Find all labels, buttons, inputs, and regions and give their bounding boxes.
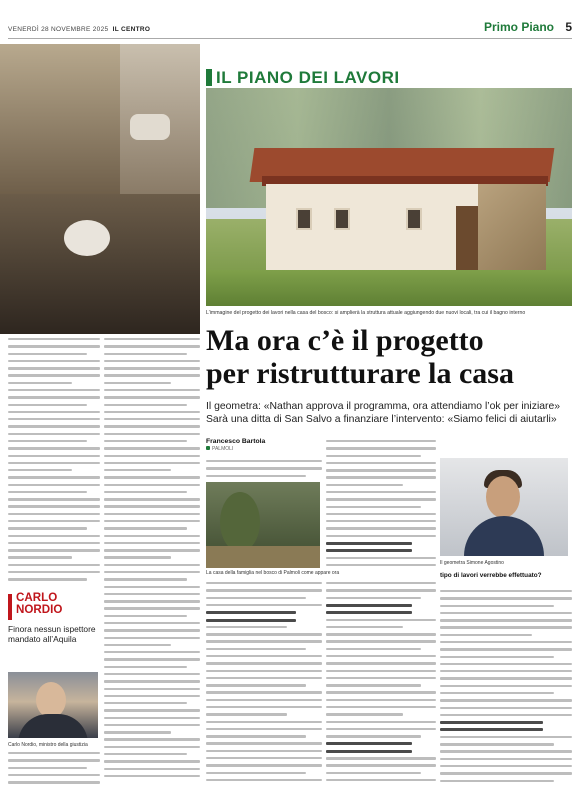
project-rendering-photo <box>206 88 572 306</box>
text-line <box>326 520 436 522</box>
text-line <box>326 589 436 591</box>
text-line <box>8 527 87 529</box>
text-line <box>440 597 572 599</box>
text-line <box>8 767 87 769</box>
text-line <box>326 691 436 693</box>
text-line <box>8 338 100 340</box>
text-line <box>8 571 100 573</box>
text-line <box>206 633 322 635</box>
nordio-photo-caption: Carlo Nordio, ministro della giustizia <box>8 742 88 748</box>
text-line <box>440 677 572 679</box>
date-text: VENERDÌ 28 NOVEMBRE 2025 <box>8 26 109 33</box>
text-line <box>206 706 322 708</box>
body-column-mid-2b <box>326 582 436 792</box>
text-line <box>326 721 436 723</box>
text-line <box>8 418 100 420</box>
text-line <box>440 780 554 782</box>
text-line <box>104 564 200 566</box>
main-photo-caption: L’immagine del progetto dei lavori nella casa del bosco: si amplierà la struttura attuale aggiungendo due nuovi locali, tra cui il bagno interno <box>206 310 526 316</box>
text-line <box>326 648 421 650</box>
body-column-left-2-top <box>104 590 200 790</box>
text-line <box>104 382 171 384</box>
text-line <box>206 684 306 686</box>
text-line <box>206 589 322 591</box>
text-line <box>8 752 100 754</box>
text-line <box>104 586 200 588</box>
text-line <box>8 411 100 413</box>
text-line <box>440 634 532 636</box>
text-line <box>104 345 200 347</box>
text-line <box>206 670 322 672</box>
text-line <box>206 604 322 606</box>
subheading-line <box>326 604 412 607</box>
subheading-line <box>326 750 412 753</box>
window <box>296 208 312 230</box>
qa-question: tipo di lavori verrebbe effettuato? <box>440 572 542 579</box>
text-line <box>206 475 306 477</box>
text-line <box>8 367 100 369</box>
dateline <box>8 26 150 33</box>
text-line <box>206 691 322 693</box>
text-line <box>206 764 322 766</box>
text-line <box>326 506 421 508</box>
door <box>456 206 478 270</box>
text-line <box>326 764 436 766</box>
text-line <box>326 527 436 529</box>
nordio-portrait-photo <box>8 672 98 738</box>
text-line <box>440 648 572 650</box>
text-line <box>8 389 100 391</box>
text-line <box>326 597 421 599</box>
geometra-caption: Il geometra Simone Agostino <box>440 560 504 566</box>
location-text: PALMOLI <box>212 446 234 452</box>
headline-line-2: per ristrutturare la casa <box>206 357 514 390</box>
text-line <box>8 447 100 449</box>
location-pin-icon <box>206 446 210 450</box>
text-line <box>8 549 100 551</box>
text-line <box>104 505 200 507</box>
text-line <box>326 677 436 679</box>
header-rule <box>8 38 572 39</box>
text-line <box>440 699 572 701</box>
text-line <box>206 677 322 679</box>
text-line <box>440 641 572 643</box>
text-line <box>440 656 554 658</box>
text-line <box>104 353 187 355</box>
sidebar-nordio <box>8 592 98 644</box>
body-column-left-3 <box>8 752 100 792</box>
text-line <box>104 542 200 544</box>
text-line <box>326 582 436 584</box>
subheading-line <box>206 611 296 614</box>
text-line <box>8 759 100 761</box>
text-line <box>8 535 100 537</box>
section-label: Primo Piano <box>483 20 554 34</box>
text-line <box>104 520 200 522</box>
text-line <box>326 484 403 486</box>
text-line <box>326 779 436 781</box>
text-line <box>326 699 436 701</box>
text-line <box>8 404 87 406</box>
text-line <box>326 447 436 449</box>
text-line <box>206 467 322 469</box>
text-line <box>326 713 403 715</box>
text-line <box>206 750 322 752</box>
text-line <box>440 765 572 767</box>
text-line <box>326 440 436 442</box>
text-line <box>206 626 287 628</box>
text-line <box>104 396 200 398</box>
paper-name: IL CENTRO <box>112 26 151 33</box>
text-line <box>440 736 572 738</box>
text-line <box>8 513 100 515</box>
body-column-mid-1b <box>206 582 322 792</box>
text-line <box>440 714 572 716</box>
text-line <box>104 513 200 515</box>
text-line <box>326 706 436 708</box>
text-line <box>8 476 100 478</box>
text-line <box>8 360 100 362</box>
text-line <box>104 498 200 500</box>
text-line <box>206 728 322 730</box>
text-line <box>440 663 572 665</box>
text-line <box>8 425 100 427</box>
text-line <box>206 757 322 759</box>
text-line <box>104 578 187 580</box>
text-line <box>326 670 436 672</box>
text-line <box>8 505 100 507</box>
text-line <box>8 498 100 500</box>
text-line <box>104 469 171 471</box>
subheading-line <box>206 619 296 622</box>
text-line <box>440 758 572 760</box>
text-line <box>104 571 200 573</box>
text-line <box>8 564 100 566</box>
subhead: Il geometra: «Nathan approva il programma, ora attendiamo l’ok per iniziare» Sarà una ditta di San Salvo a finanziare l’intervento: «Siamo felici di aiutarli» <box>206 401 561 425</box>
window <box>406 208 422 230</box>
headline-line-1: Ma ora c’è il progetto <box>206 324 484 357</box>
text-line <box>326 772 421 774</box>
text-line <box>104 418 200 420</box>
text-line <box>104 447 200 449</box>
section-banner <box>206 66 572 88</box>
text-line <box>206 779 322 781</box>
window <box>334 208 350 230</box>
text-line <box>8 462 100 464</box>
text-line <box>104 367 200 369</box>
author-name: Francesco Bartola <box>206 438 266 445</box>
sidebar-accent <box>8 594 12 620</box>
text-line <box>104 433 200 435</box>
text-line <box>8 455 100 457</box>
text-line <box>104 440 187 442</box>
body-column-mid-1 <box>206 460 322 482</box>
text-line <box>326 462 436 464</box>
text-line <box>326 728 436 730</box>
text-line <box>104 338 200 340</box>
text-line <box>8 345 100 347</box>
text-line <box>326 757 436 759</box>
text-line <box>8 433 100 435</box>
text-line <box>326 498 436 500</box>
text-line <box>440 743 554 745</box>
text-line <box>326 684 421 686</box>
text-line <box>326 633 436 635</box>
text-line <box>326 662 436 664</box>
subheading-line <box>326 549 412 552</box>
text-line <box>206 713 287 715</box>
text-line <box>8 469 72 471</box>
text-line <box>104 535 200 537</box>
text-line <box>326 469 436 471</box>
text-line <box>104 549 200 551</box>
byline <box>206 438 336 452</box>
subheading-line <box>326 542 412 545</box>
text-line <box>206 772 306 774</box>
toilet-shape <box>64 220 110 256</box>
text-line <box>326 455 421 457</box>
text-line <box>440 670 572 672</box>
text-line <box>104 389 200 391</box>
text-line <box>8 353 87 355</box>
subheading-line <box>440 721 543 724</box>
text-line <box>104 527 187 529</box>
text-line <box>104 484 200 486</box>
text-line <box>326 735 421 737</box>
text-line <box>326 655 436 657</box>
text-line <box>326 564 436 566</box>
body-column-left-1 <box>8 338 100 588</box>
text-line <box>8 484 100 486</box>
text-line <box>104 425 200 427</box>
text-line <box>440 590 572 592</box>
text-line <box>8 556 72 558</box>
subheading-line <box>326 742 412 745</box>
text-line <box>440 692 554 694</box>
text-line <box>206 699 322 701</box>
text-line <box>440 619 572 621</box>
banner-accent <box>206 69 212 86</box>
text-line <box>206 742 322 744</box>
text-line <box>206 582 322 584</box>
current-house-photo <box>206 482 320 568</box>
text-line <box>326 619 436 621</box>
subheading-line <box>440 728 543 731</box>
text-line <box>326 626 403 628</box>
interior-photo-collage <box>0 44 200 334</box>
text-line <box>326 513 436 515</box>
text-line <box>104 462 200 464</box>
sidebar-title: CARLO NORDIO <box>16 591 63 616</box>
text-line <box>206 655 322 657</box>
geometra-portrait-photo <box>440 458 568 556</box>
headline <box>206 324 576 390</box>
text-line <box>440 612 572 614</box>
text-line <box>8 520 100 522</box>
text-line <box>440 605 554 607</box>
page-number: 5 <box>565 20 572 34</box>
text-line <box>206 597 306 599</box>
text-line <box>8 774 100 776</box>
banner-label: IL PIANO DEI LAVORI <box>216 68 400 87</box>
text-line <box>8 578 87 580</box>
text-line <box>8 491 87 493</box>
text-line <box>104 556 171 558</box>
subheading-line <box>326 611 412 614</box>
text-line <box>104 455 200 457</box>
text-line <box>326 557 436 559</box>
text-line <box>440 772 572 774</box>
text-line <box>206 735 306 737</box>
text-line <box>440 685 572 687</box>
text-line <box>326 640 436 642</box>
text-line <box>104 491 187 493</box>
text-line <box>8 781 100 783</box>
text-line <box>440 750 572 752</box>
text-line <box>440 626 572 628</box>
text-line <box>326 476 436 478</box>
body-column-mid-2 <box>326 440 436 576</box>
text-line <box>206 640 322 642</box>
text-line <box>206 662 322 664</box>
text-line <box>440 707 572 709</box>
page-header <box>0 0 580 42</box>
text-line <box>8 374 100 376</box>
sidebar-dek: Finora nessun ispettore mandato all’Aquila <box>8 624 96 644</box>
text-line <box>104 404 187 406</box>
text-line <box>326 491 436 493</box>
text-line <box>206 721 322 723</box>
text-line <box>206 648 306 650</box>
text-line <box>104 360 200 362</box>
text-line <box>104 476 200 478</box>
text-line <box>104 374 200 376</box>
text-line <box>8 440 87 442</box>
location <box>206 446 336 452</box>
text-line <box>8 542 100 544</box>
text-line <box>206 460 322 462</box>
text-line <box>104 411 200 413</box>
sink-shape <box>130 114 170 140</box>
text-line <box>326 535 436 537</box>
current-house-caption: La casa della famiglia nel bosco di Palmoli come appare ora <box>206 570 340 576</box>
text-line <box>8 382 72 384</box>
body-column-right <box>440 590 572 792</box>
text-line <box>8 396 100 398</box>
